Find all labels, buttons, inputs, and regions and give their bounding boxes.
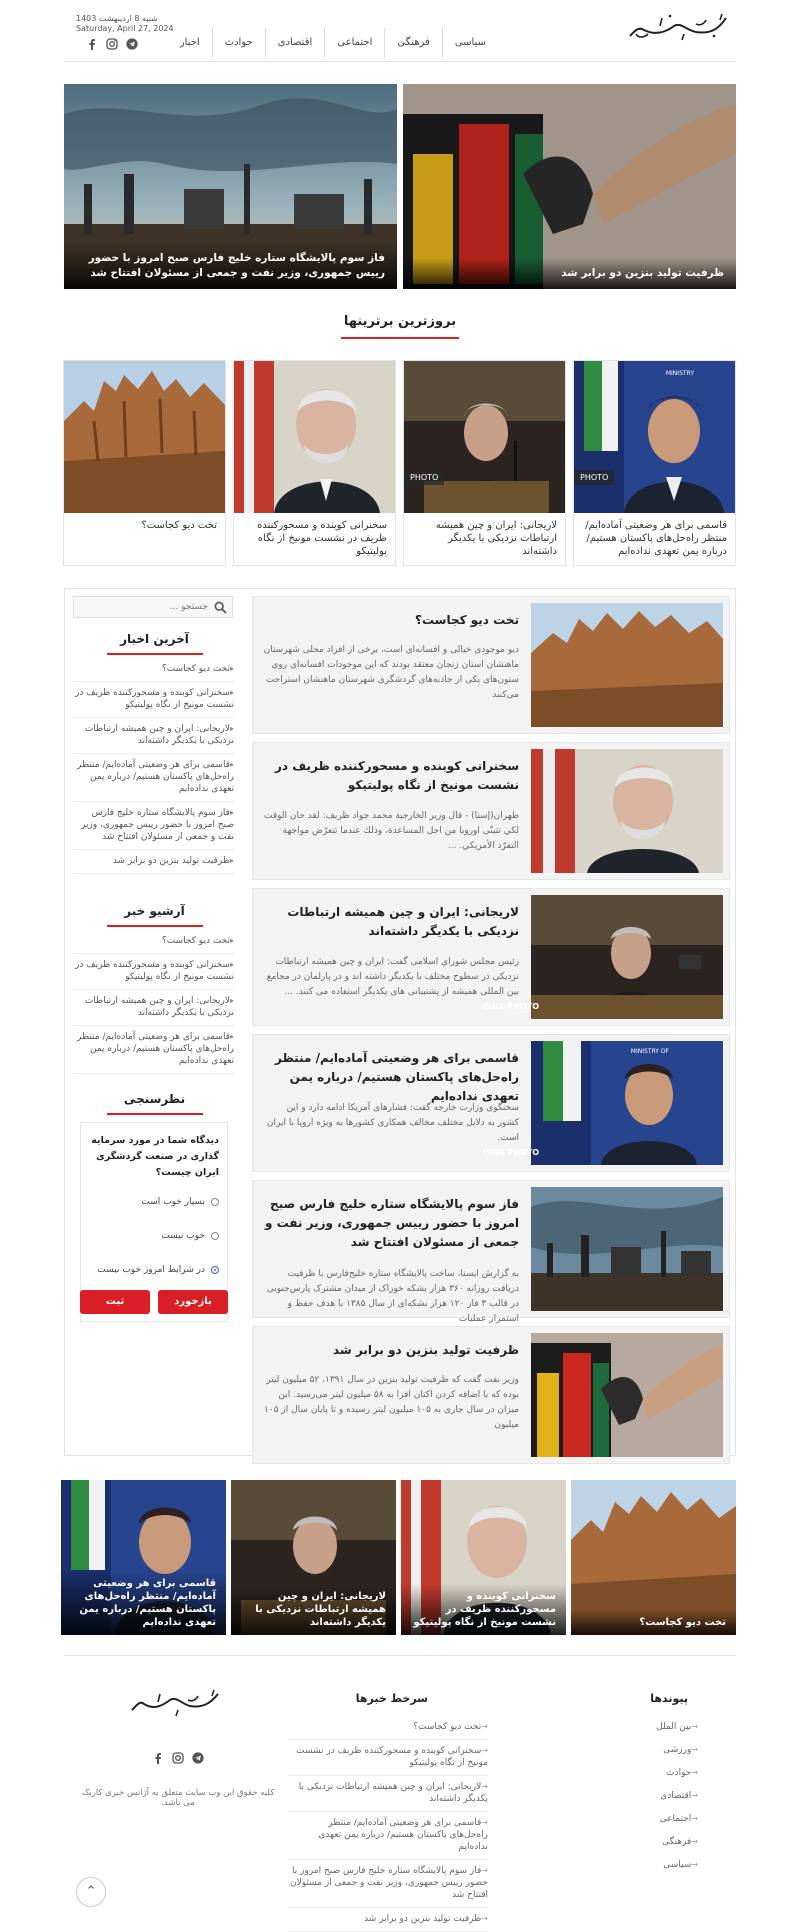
footer-link[interactable]: → اجتماعی [578, 1808, 698, 1831]
instagram-icon[interactable] [106, 38, 118, 50]
strip-caption: سخنرانی کوبنده و مسحورکننده ظریف در نشست مونیخ از نگاه پولیتیکو [401, 1584, 566, 1635]
latest-news-heading [65, 632, 244, 655]
post-image [531, 603, 723, 727]
strip-card[interactable] [231, 1480, 396, 1635]
footer-headline[interactable]: → لاریجانی: ایران و چین همیشه ارتباطات نزدیکی با یکدیگر داشته‌اند [288, 1776, 488, 1812]
search-box [73, 596, 233, 618]
sidebar [64, 588, 244, 1456]
post-image [531, 749, 723, 873]
post-title[interactable]: تخت دیو کجاست؟ [415, 613, 519, 627]
post-image [531, 1333, 723, 1457]
facebook-icon[interactable] [152, 1752, 164, 1767]
nav-economy[interactable]: اقتصادی [265, 28, 325, 58]
post-item[interactable] [252, 1180, 730, 1324]
post-item[interactable] [252, 1034, 730, 1172]
poll-heading [65, 1092, 244, 1115]
card-image-zarif [234, 361, 395, 513]
post-title[interactable]: قاسمی برای هر وضعیتی آماده‌ایم/ منتظر راه‌حل‌های پاکستان هستیم/ درباره یمن تعهدی نداده‌ایم [275, 1051, 519, 1103]
footer-link[interactable]: → حوادث [578, 1762, 698, 1785]
footer-link[interactable]: → فرهنگی [578, 1831, 698, 1854]
post-excerpt: طهران(إسنا) - قال وزير الخارجية محمد جواد ظريف: لقد حان الوقت لكي تتبنّى اوروبا من اجل المساعدة، وذلك عندما تتعرّض مواجهة التفرّد الأمريكي. ... [264, 811, 519, 851]
list-item[interactable]: ▸ سخنرانی کوبنده و مسحورکننده ظریف در نشست مونیخ از نگاه پولیتیکو [73, 954, 234, 990]
svg-text:MINISTRY: MINISTRY [665, 370, 694, 377]
card-image-takht-div [64, 361, 225, 513]
post-item[interactable] [252, 742, 730, 880]
footer-links [578, 1716, 698, 1877]
facebook-icon[interactable] [86, 38, 98, 50]
footer-headline[interactable]: → فاز سوم پالایشگاه ستاره خلیج فارس صبح امروز با حضور رییس جمهوری، وزیر نفت و جمعی از مسئولان افتتاح شد [288, 1860, 488, 1908]
social-links [86, 38, 138, 50]
post-excerpt: دیو موجودی خیالی و افسانه‌ای است، برخی از افراد محلی شهرستان ماهنشان استان زنجان معتقد بودند که این موجودات افسانه‌ای روی ستون‌های یکی از جاذبه‌های گردشگری شهرستان ماهنشان استراحت می‌کنند [263, 645, 519, 700]
archive-heading [65, 904, 244, 927]
top-stories-heading [0, 314, 800, 339]
hero-caption: ظرفیت تولید بنزین دو برابر شد [403, 258, 736, 289]
poll-option[interactable] [97, 1265, 219, 1275]
chevron-up-icon: ⌃ [85, 1884, 97, 1899]
post-excerpt: سخنگوی وزارت خارجه گفت: فشارهای آمریکا ادامه دارد و این کشور به دلایل مختلف مخالف همکاری کشورها به ویژه اروپا با ایران است. [266, 1103, 519, 1143]
nav-culture[interactable]: فرهنگی [384, 28, 441, 58]
footer-headlines [288, 1716, 488, 1932]
telegram-icon[interactable] [192, 1752, 204, 1767]
post-excerpt: رئیس مجلس شورای اسلامی گفت: ایران و چین همیشه ارتباطات نزدیکی در سطوح مختلف با یکدیگر داشته اند و در پارلمان در مجامع بین المللی همیشه از پشتیبانی های یکدیگر استفاده می کنند. ... [266, 957, 519, 997]
poll-question: دیدگاه شما در مورد سرمایه گذاری در صنعت گردشگری ایران چیست؟ [91, 1135, 219, 1178]
latest-news-title: آخرین اخبار [120, 632, 189, 646]
strip-caption: لاریجانی: ایران و چین همیشه ارتباطات نزدیکی با یکدیگر داشته‌اند [231, 1584, 396, 1635]
archive-title: آرشیو خبر [124, 904, 185, 918]
hero-gasoline[interactable] [403, 84, 736, 289]
card-image-larijani [404, 361, 565, 513]
radio-button-selected[interactable] [211, 1266, 219, 1274]
post-title[interactable]: ظرفیت تولید بنزین دو برابر شد [332, 1343, 519, 1357]
post-item[interactable] [252, 596, 730, 734]
nav-incidents[interactable]: حوادث [212, 28, 265, 58]
list-item[interactable]: ▸ قاسمی برای هر وضعیتی آماده‌ایم/ منتظر راه‌حل‌های پاکستان هستیم/ درباره یمن تعهدی نداده‌ایم [73, 1026, 234, 1074]
strip-card[interactable] [571, 1480, 736, 1635]
svg-text:ISNA PHOTO: ISNA PHOTO [482, 1002, 539, 1011]
nav-politics[interactable]: سیاسی [442, 28, 498, 58]
site-logo[interactable] [626, 10, 736, 46]
poll-option-label: بسیار خوب است [141, 1197, 205, 1207]
list-item[interactable]: ▸ فاز سوم پالایشگاه ستاره خلیج فارس صبح امروز با حضور رییس جمهوری، وزیر نفت و جمعی از مسئولان افتتاح شد [73, 802, 234, 850]
top-card[interactable] [233, 360, 396, 566]
poll-feedback-button[interactable]: بازخورد [158, 1290, 228, 1314]
footer-link[interactable]: → بین الملل [578, 1716, 698, 1739]
strip-caption: قاسمی برای هر وضعیتی آماده‌ایم/ منتظر راه‌حل‌های پاکستان هستیم/ درباره یمن تعهدی نداده‌ایم [61, 1571, 226, 1635]
date-gregorian: Saturday, April 27, 2024 [76, 24, 174, 33]
list-item[interactable]: ▸ لاریجانی: ایران و چین همیشه ارتباطات نزدیکی با یکدیگر داشته‌اند [73, 990, 234, 1026]
list-item[interactable]: ▸ لاریجانی: ایران و چین همیشه ارتباطات نزدیکی با یکدیگر داشته‌اند [73, 718, 234, 754]
strip-card[interactable] [61, 1480, 226, 1635]
post-item[interactable] [252, 888, 730, 1026]
footer-headlines-title: سرخط خبرها [355, 1692, 428, 1705]
post-image [531, 1187, 723, 1311]
footer-headline[interactable]: → قاسمی برای هر وضعیتی آماده‌ایم/ منتظر راه‌حل‌های پاکستان هستیم/ درباره یمن تعهدی نداده‌ایم [288, 1812, 488, 1860]
card-title[interactable]: قاسمی برای هر وضعیتی آماده‌ایم/ منتظر راه‌حل‌های پاکستان هستیم/ درباره یمن تعهدی نداده‌ایم [585, 520, 727, 557]
card-title[interactable]: سخنرانی کوبنده و مسحورکننده ظریف در نشست مونیخ از نگاه پولیتیکو [257, 520, 387, 557]
site-header [64, 0, 736, 62]
latest-news-list [73, 658, 234, 874]
footer-headline[interactable]: → ظرفیت تولید بنزین دو برابر شد [288, 1908, 488, 1932]
post-image [482, 895, 723, 1019]
footer-link[interactable]: → سیاسی [578, 1854, 698, 1877]
svg-text:MINISTRY OF: MINISTRY OF [630, 1048, 669, 1055]
list-item[interactable]: ▸ تخت دیو کجاست؟ [73, 658, 234, 682]
svg-text:ISNA PHOTO: ISNA PHOTO [482, 1148, 539, 1157]
post-excerpt: وزیر نفت گفت که ظرفیت تولید بنزین در سال ۱۳۹۱، ۵۲ میلیون لیتر بوده که با اضافه کردن اکتان افزا به ۵۸ میلیون لیتر می‌رسید. این میزان در سال جاری به ۱۰۵ میلیون لیتر رسیده و تا پایان سال از ۱۰۵ میلیون [264, 1375, 519, 1430]
poll-option[interactable] [161, 1231, 219, 1241]
archive-list [73, 930, 234, 1074]
strip-card[interactable] [401, 1480, 566, 1635]
list-item[interactable]: ▸ تخت دیو کجاست؟ [73, 930, 234, 954]
nav-social[interactable]: اجتماعی [324, 28, 384, 58]
footer-divider [64, 1655, 736, 1656]
footer-link[interactable]: → اقتصادی [578, 1785, 698, 1808]
card-title[interactable]: لاریجانی: ایران و چین همیشه ارتباطات نزدیکی با یکدیگر داشته‌اند [435, 520, 557, 557]
date-persian: شنبه 8 اردیبهشت 1403 [76, 14, 158, 23]
strip-caption: تخت دیو کجاست؟ [571, 1610, 736, 1635]
back-to-top-button[interactable] [76, 1877, 106, 1907]
footer-headline[interactable]: → سخنرانی کوبنده و مسحورکننده ظریف در نشست مونیخ از نگاه پولیتیکو [288, 1740, 488, 1776]
poll-option-label: خوب نیست [161, 1231, 205, 1241]
list-item[interactable]: ▸ سخنرانی کوبنده و مسحورکننده ظریف در نشست مونیخ از نگاه پولیتیکو [73, 682, 234, 718]
poll-option[interactable] [141, 1197, 219, 1207]
title-underline [107, 1113, 203, 1115]
hero-refinery[interactable] [64, 84, 397, 289]
footer-social [152, 1752, 204, 1767]
title-underline [341, 337, 459, 339]
poll-vote-button[interactable]: ثبت [80, 1290, 150, 1314]
top-card[interactable] [573, 360, 736, 566]
search-icon[interactable] [214, 601, 227, 614]
footer-links-title: پیوندها [650, 1692, 688, 1705]
poll-title: نظرسنجی [123, 1092, 186, 1106]
footer-headline[interactable]: → تخت دیو کجاست؟ [288, 1716, 488, 1740]
title-underline [107, 653, 203, 655]
radio-button[interactable] [211, 1232, 219, 1240]
hero-caption: فاز سوم پالایشگاه ستاره خلیج فارس صبح امروز با حضور رییس جمهوری، وزیر نفت و جمعی از مسئولان افتتاح شد [64, 243, 397, 289]
list-item[interactable]: ▸ قاسمی برای هر وضعیتی آماده‌ایم/ منتظر راه‌حل‌های پاکستان هستیم/ درباره یمن تعهدی نداده‌ایم [73, 754, 234, 802]
radio-button[interactable] [211, 1198, 219, 1206]
nav-news[interactable]: اخبار [179, 37, 200, 48]
list-item[interactable]: ▸ ظرفیت تولید بنزین دو برابر شد [73, 850, 234, 874]
top-stories-title: بروزترین برترینها [343, 314, 457, 329]
title-underline [107, 925, 203, 927]
footer-link[interactable]: → ورزشی [578, 1739, 698, 1762]
main-nav [168, 28, 498, 58]
post-excerpt: به گزارش ایسنا، ساخت پالایشگاه ستاره خلیج‌فارس با ظرفیت دریافت روزانه ۳۶۰ هزار بشکه خوراک از میدان مشترک پارس‌جنوبی در قالب ۳ فاز ۱۲۰ هزار بشکه‌ای از سال ۱۳۸۵ با هدف حفظ و استمرار عملیات [266, 1269, 519, 1324]
top-card[interactable] [403, 360, 566, 566]
copyright-text: کلیه حقوق این وب سایت متعلق به آژانس خبری کاریک می باشد. [81, 1788, 275, 1808]
poll-option-label: در شرایط امروز خوب نیست [97, 1265, 205, 1275]
instagram-icon[interactable] [172, 1752, 184, 1767]
post-title[interactable]: لاریجانی: ایران و چین همیشه ارتباطات نزدیکی با یکدیگر داشته‌اند [287, 905, 519, 938]
post-title[interactable]: سخنرانی کوبنده و مسحورکننده ظریف در نشست مونیخ از نگاه پولیتیکو [275, 759, 519, 792]
header-date [76, 14, 174, 34]
top-card[interactable] [63, 360, 226, 566]
search-input[interactable] [78, 599, 208, 615]
card-image-ghasemi [574, 361, 735, 513]
photo-watermark: PHOTO [574, 470, 614, 485]
post-title[interactable]: فاز سوم پالایشگاه ستاره خلیج فارس صبح امروز با حضور رییس جمهوری، وزیر نفت و جمعی از مسئولان افتتاح شد [264, 1197, 519, 1249]
post-image [482, 1041, 723, 1165]
photo-watermark: PHOTO [404, 470, 444, 485]
post-item[interactable] [252, 1326, 730, 1464]
card-title[interactable]: تخت دیو کجاست؟ [141, 520, 217, 531]
footer-logo[interactable] [130, 1686, 226, 1720]
telegram-icon[interactable] [126, 38, 138, 50]
